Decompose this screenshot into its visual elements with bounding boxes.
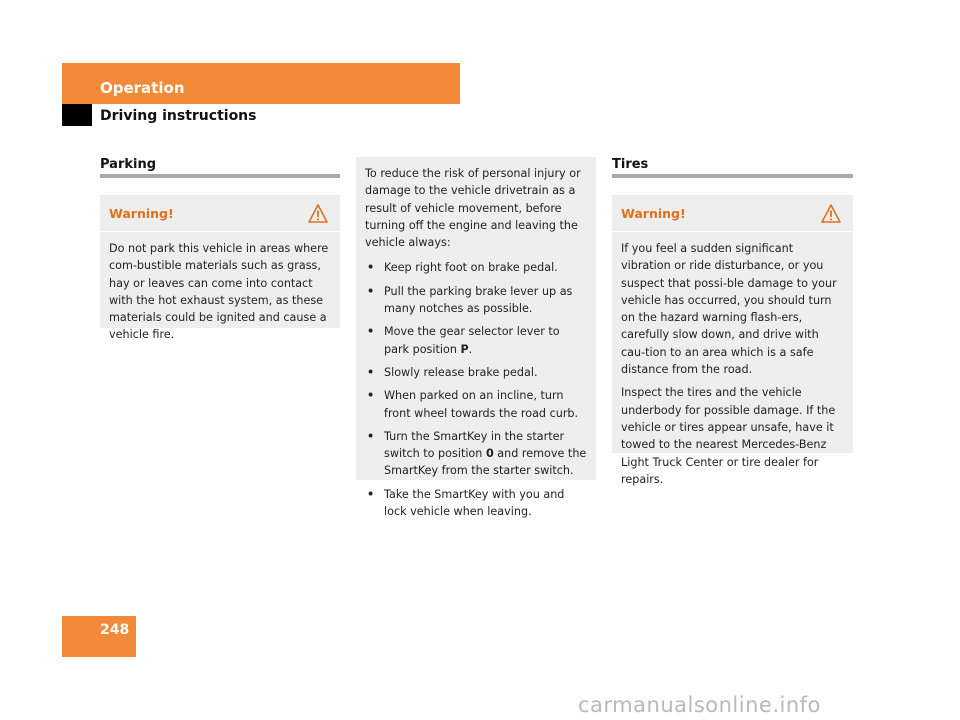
tires-heading-rule: [612, 174, 853, 178]
header-black-tab: [62, 104, 92, 126]
list-item: • Keep right foot on brake pedal.: [365, 259, 587, 276]
parking-steps-intro: To reduce the risk of personal injury or damage to the vehicle drivetrain as a result of vehicle movement, before turning off the engine and leaving the vehicle always:: [365, 167, 581, 250]
bullet-icon: •: [367, 325, 375, 339]
watermark-text: carmanualsonline.info: [578, 693, 821, 717]
parking-warning-header: [100, 195, 340, 231]
page-number: 248: [100, 622, 130, 638]
warning-triangle-icon: [821, 204, 841, 223]
list-item: • Pull the parking brake lever up as many notches as possible.: [367, 284, 573, 316]
parking-warning-box: [100, 195, 340, 342]
parking-heading: Parking: [100, 157, 157, 172]
list-item: • Turn the SmartKey in the starter switch to position 0 and remove the SmartKey from the starter switch.: [367, 429, 587, 478]
parking-steps-list: [365, 259, 587, 520]
warning-triangle-icon: [308, 204, 328, 223]
parking-heading-rule: [100, 174, 340, 178]
parking-steps-box: [356, 157, 596, 519]
tires-warning-title: Warning!: [621, 205, 686, 221]
page-number-box: [62, 616, 136, 657]
section-title: Operation: [100, 79, 185, 97]
parking-warning-text: Do not park this vehicle in areas where com-bustible materials such as grass, hay or leaves can come into contact with the hot exhaust system, as these materials could be ignited and cause a vehicle fire.: [109, 242, 329, 342]
bullet-icon: •: [367, 389, 375, 403]
subsection-title: Driving instructions: [100, 108, 257, 124]
list-item: • Take the SmartKey with you and lock vehicle when leaving.: [367, 487, 565, 519]
parking-warning-title: Warning!: [109, 205, 174, 221]
section-header-bar: [62, 63, 460, 104]
tires-warning-paragraph: Inspect the tires and the vehicle underbody for possible damage. If the vehicle or tires appear unsafe, have it towed to the nearest Mercedes-Benz Light Truck Center or tire dealer for repairs.: [621, 386, 836, 486]
list-item: • Move the gear selector lever to park position P.: [367, 325, 560, 356]
bullet-icon: •: [367, 284, 375, 298]
tires-warning-header: [612, 195, 853, 231]
bullet-icon: •: [367, 487, 375, 501]
bullet-icon: •: [367, 261, 375, 275]
tires-warning-paragraph: If you feel a sudden significant vibration or ride disturbance, or you suspect that possi-ble damage to your vehicle has occurred, you should turn on the hazard warning flash-ers, carefully slow down, and drive with cau-tion to an area which is a safe distance from the road.: [621, 242, 837, 377]
bullet-icon: •: [367, 365, 375, 379]
tires-heading: Tires: [612, 157, 649, 172]
tires-warning-box: [612, 195, 853, 486]
bullet-icon: •: [367, 429, 375, 443]
list-item: • When parked on an incline, turn front wheel towards the road curb.: [367, 389, 579, 420]
list-item: • Slowly release brake pedal.: [365, 364, 587, 381]
tires-warning-body: [612, 232, 853, 502]
parking-warning-body: [100, 232, 340, 358]
